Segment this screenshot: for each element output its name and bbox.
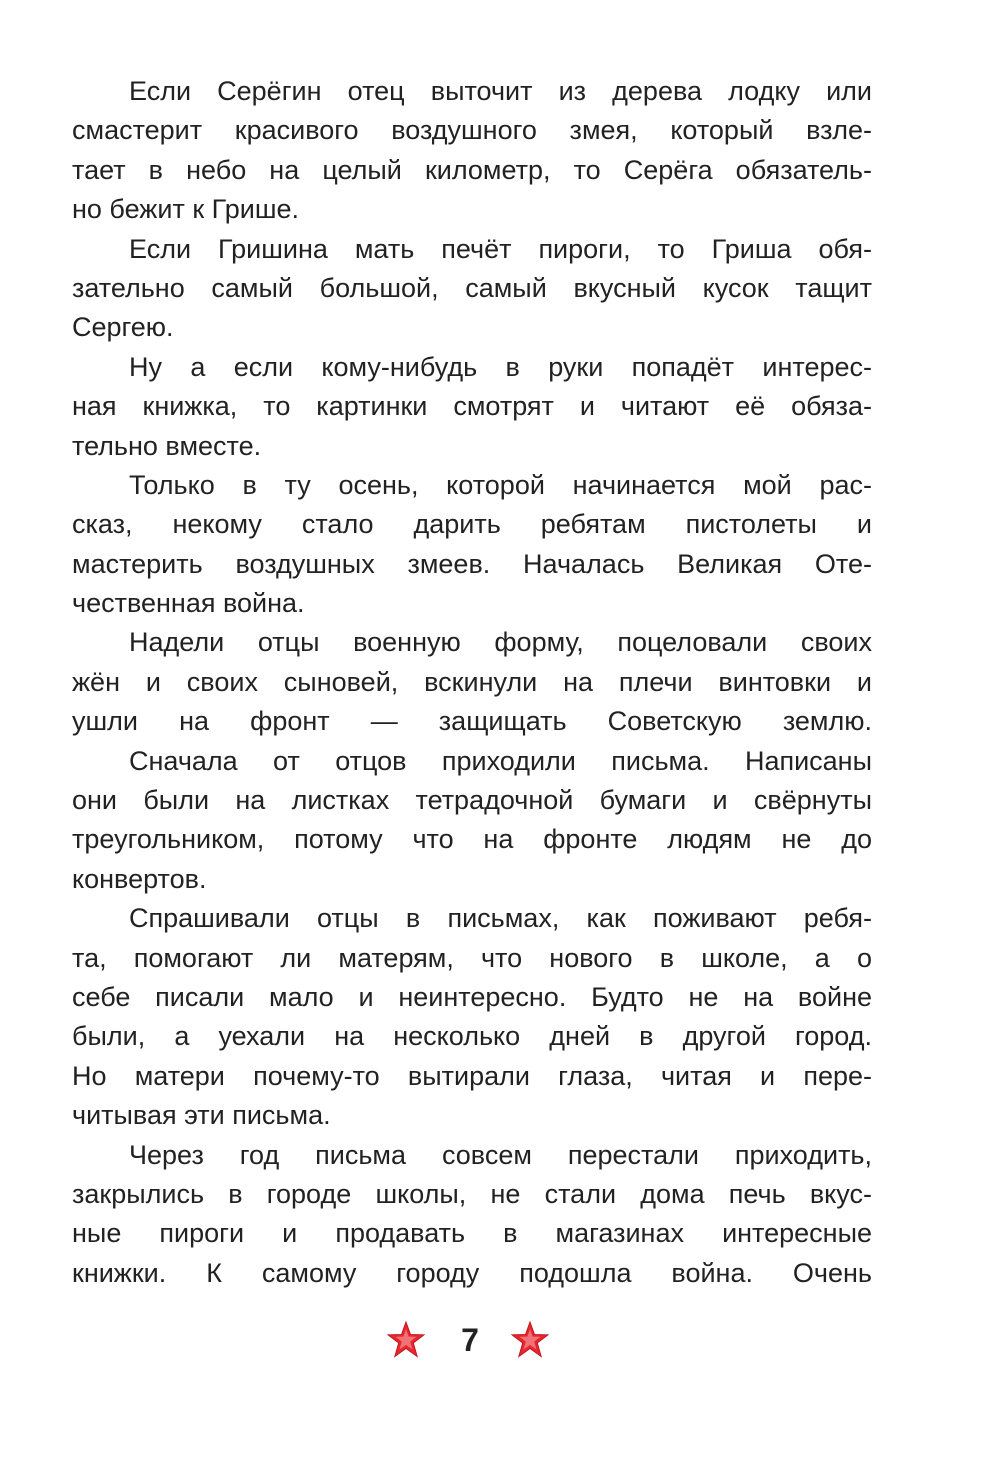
paragraph-line: они были на листках тетрадочной бумаги и свёрнуты (72, 785, 872, 816)
paragraph-line: мастерить воздушных змеев. Началась Великая Оте- (72, 548, 872, 579)
paragraph-line: треугольником, потому что на фронте людям не до (72, 824, 872, 855)
paragraph-line: Надели отцы военную форму, поцеловали своих (129, 627, 872, 658)
paragraph-line: сказ, некому стало дарить ребятам пистолеты и (72, 509, 872, 540)
paragraph-line: жён и своих сыновей, вскинули на плечи винтовки и (72, 666, 872, 697)
body-text (72, 72, 872, 1293)
paragraph-line: Сергею. (72, 312, 174, 343)
paragraph-line: Сначала от отцов приходили письма. Написаны (129, 745, 872, 776)
page-number: 7 (461, 1322, 479, 1358)
paragraph-line: Если Серёгин отец выточит из дерева лодку или (129, 76, 872, 106)
paragraph-line: Ну а если кому-нибудь в руки попадёт интерес- (129, 351, 872, 382)
page-footer (0, 1310, 1000, 1370)
paragraph-line: конвертов. (72, 863, 207, 894)
paragraph-line: смастерит красивого воздушного змея, который взле- (72, 115, 872, 146)
paragraph-line: ушли на фронт — защищать Советскую землю. (72, 706, 872, 737)
paragraph-line: ные пироги и продавать в магазинах интересные (72, 1218, 872, 1249)
paragraph-line: Но матери почему-то вытирали глаза, читая и пере- (72, 1060, 872, 1091)
paragraph-line: Спрашивали отцы в письмах, как поживают ребя- (129, 903, 872, 934)
paragraph-line: ная книжка, то картинки смотрят и читают её обяза- (72, 391, 872, 422)
paragraph-line: Если Гришина мать печёт пироги, то Гриша обя- (129, 233, 872, 264)
paragraph-line: Через год письма совсем перестали приходить, (129, 1139, 872, 1170)
red-star-icon (386, 1320, 426, 1360)
paragraph-line: но бежит к Грише. (72, 194, 300, 225)
paragraph-line: закрылись в городе школы, не стали дома печь вкус- (72, 1178, 872, 1209)
paragraph-line: были, а уехали на несколько дней в другой город. (72, 1021, 872, 1052)
paragraph-line: книжки. К самому городу подошла война. Очень (72, 1257, 872, 1288)
paragraph-line: тельно вместе. (72, 430, 262, 461)
paragraph-line: зательно самый большой, самый вкусный кусок тащит (72, 272, 872, 303)
paragraph-line: тает в небо на целый километр, то Серёга обязатель- (72, 154, 872, 185)
red-star-icon (510, 1320, 550, 1360)
paragraph-line: читывая эти письма. (72, 1100, 331, 1131)
paragraph-line: та, помогают ли матерям, что нового в школе, а о (72, 942, 872, 973)
paragraph-line: себе писали мало и неинтересно. Будто не на войне (72, 981, 872, 1012)
paragraph-line: Только в ту осень, которой начинается мой рас- (129, 469, 872, 500)
paragraph-line: чественная война. (72, 588, 305, 619)
